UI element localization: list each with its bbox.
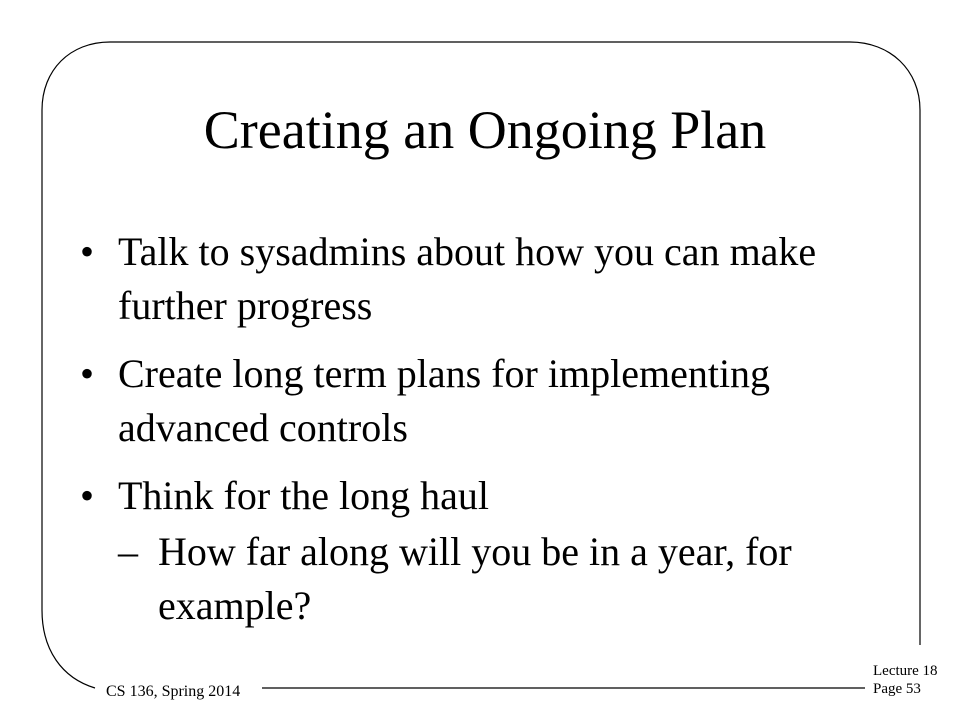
lecture-number: Lecture 18 — [873, 663, 938, 679]
sub-bullet-marker: – — [118, 529, 138, 574]
sub-bullet-text: How far along will you be in a year, for example? — [158, 529, 792, 628]
course-label: CS 136, Spring 2014 — [106, 683, 241, 700]
bullet-text: Talk to sysadmins about how you can make further progress — [118, 229, 817, 328]
bullet-item-1 — [80, 225, 870, 333]
bullet-marker: • — [80, 229, 95, 274]
bullet-item-2 — [80, 347, 870, 455]
bullet-marker: • — [80, 473, 95, 518]
sub-bullet-item-1 — [118, 525, 870, 633]
bullet-list — [80, 225, 870, 647]
slide-title: Creating an Ongoing Plan — [203, 100, 767, 160]
lecture-page-label — [873, 662, 938, 698]
bullet-text: Create long term plans for implementing advanced controls — [118, 351, 771, 450]
bullet-item-3 — [80, 469, 870, 633]
bullet-text: Think for the long haul — [118, 473, 490, 518]
bullet-marker: • — [80, 351, 95, 396]
sub-bullet-list — [118, 525, 870, 633]
page-number: Page 53 — [873, 681, 921, 697]
